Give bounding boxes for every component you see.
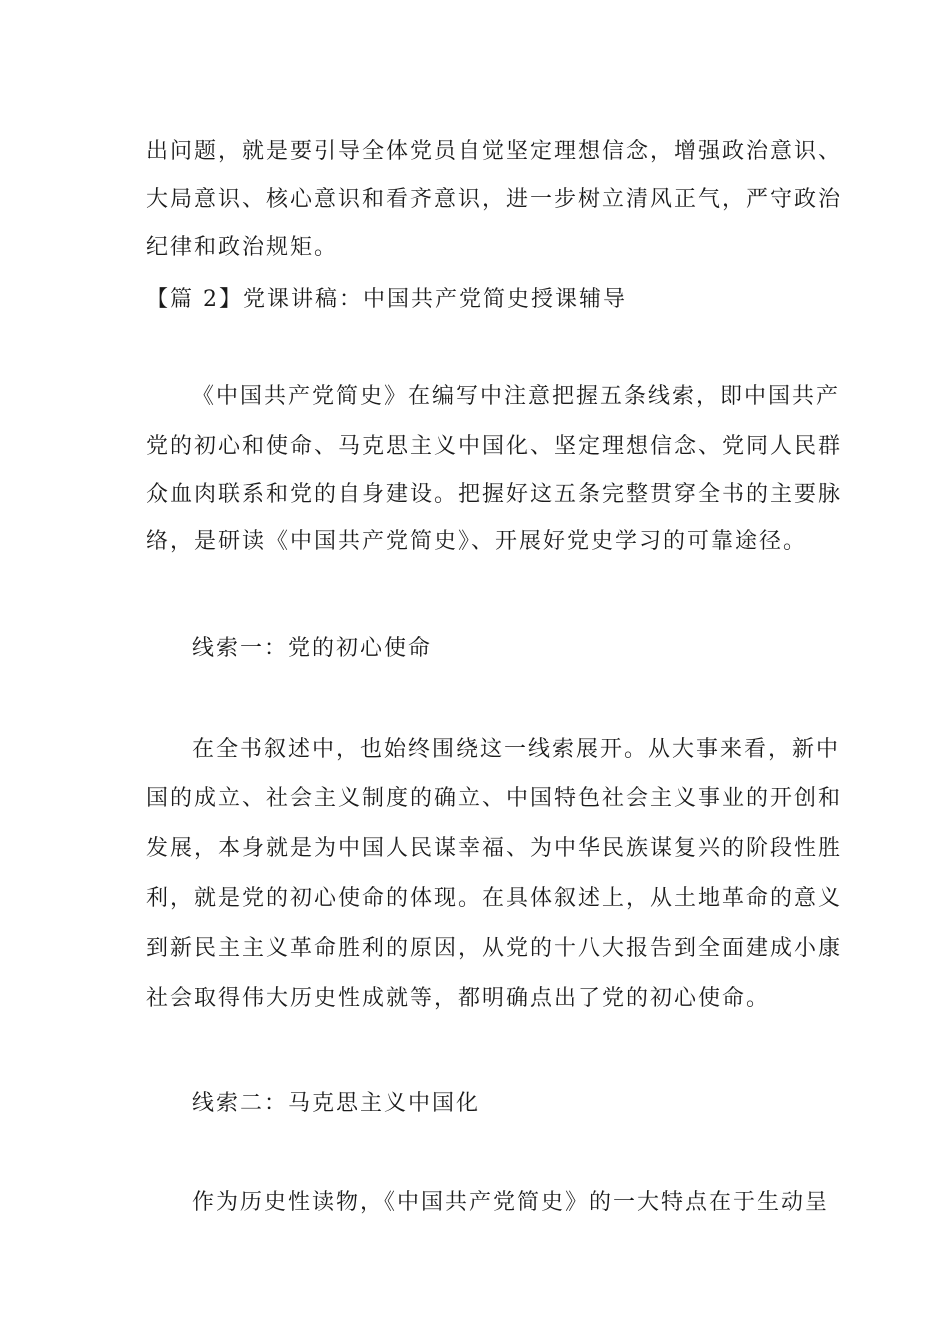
- paragraph-line: 在全书叙述中，也始终围绕这一线索展开。从大事来看，新中: [192, 737, 841, 762]
- paragraph-line: 国的成立、社会主义制度的确立、中国特色社会主义事业的开创和: [146, 786, 843, 811]
- paragraph-line: 众血肉联系和党的自身建设。把握好这五条完整贯穿全书的主要脉: [146, 482, 843, 507]
- subheading-clue-2: 线索二：马克思主义中国化: [192, 1091, 481, 1116]
- paragraph-line: 党的初心和使命、马克思主义中国化、坚定理想信念、党同人民群: [146, 434, 843, 459]
- paragraph-line: 社会取得伟大历史性成就等，都明确点出了党的初心使命。: [146, 986, 771, 1011]
- paragraph-line: 络，是研读《中国共产党简史》、开展好党史学习的可靠途径。: [146, 529, 808, 554]
- paragraph-line: 出问题，就是要引导全体党员自觉坚定理想信念，增强政治意识、: [146, 139, 843, 164]
- paragraph-line: 利，就是党的初心使命的体现。在具体叙述上，从土地革命的意义: [146, 886, 843, 911]
- paragraph-line: 《中国共产党简史》在编写中注意把握五条线索，即中国共产: [192, 384, 841, 409]
- paragraph-line: 到新民主主义革命胜利的原因，从党的十八大报告到全面建成小康: [146, 936, 843, 961]
- paragraph-line: 大局意识、核心意识和看齐意识，进一步树立清风正气，严守政治: [146, 187, 843, 212]
- section-heading: 【篇 2】党课讲稿：中国共产党简史授课辅导: [146, 287, 627, 312]
- paragraph-line: 发展，本身就是为中国人民谋幸福、为中华民族谋复兴的阶段性胜: [146, 836, 843, 861]
- subheading-clue-1: 线索一：党的初心使命: [192, 636, 433, 661]
- paragraph-line: 作为历史性读物，《中国共产党简史》的一大特点在于生动呈: [192, 1190, 830, 1215]
- paragraph-line: 纪律和政治规矩。: [146, 235, 339, 260]
